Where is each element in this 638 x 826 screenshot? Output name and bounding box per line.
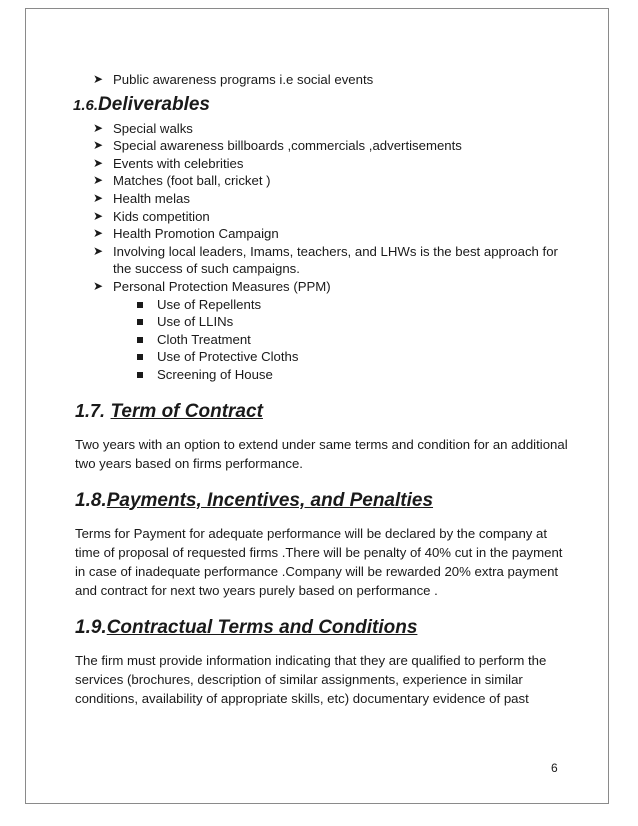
- arrow-bullet-icon: ➤: [93, 138, 104, 153]
- section-number: 1.8.: [75, 489, 107, 511]
- sub-list-item: [137, 331, 575, 349]
- sub-list-item-text: Cloth Treatment: [157, 331, 251, 347]
- list-item-text: Events with celebrities: [113, 155, 244, 171]
- list-item: [93, 225, 575, 243]
- document-body: [75, 71, 575, 708]
- sub-list-item: [137, 296, 575, 314]
- contractual-paragraph: The firm must provide information indicating that they are qualified to perform the services (brochures, description of similar assignments, experience in similar conditions, availability of appropriate skills, etc) documentary evidence of past: [75, 652, 547, 706]
- section-heading-term: [75, 400, 575, 423]
- list-item: [93, 190, 575, 208]
- square-bullet-icon: [137, 337, 143, 343]
- list-item: [93, 71, 575, 89]
- list-item-text: Special awareness billboards ,commercials ,advertisements: [113, 138, 462, 154]
- list-item-text: Kids competition: [113, 208, 210, 224]
- list-item: [93, 243, 575, 278]
- section-number: 1.7.: [75, 400, 106, 421]
- section-number: 1.9.: [75, 616, 107, 638]
- list-item-text: Matches (foot ball, cricket ): [113, 173, 271, 189]
- section-heading-contractual: [75, 616, 575, 639]
- arrow-bullet-icon: ➤: [93, 173, 104, 188]
- section-title: Deliverables: [98, 93, 210, 115]
- ppm-sub-list: [93, 296, 575, 384]
- payments-paragraph: Terms for Payment for adequate performance will be declared by the company at time of proposal of requested firms .There will be penalty of 40% cut in the payment in case of inadequate performance .Company will be rewarded 20% extra payment and contract for next two years purely based on performance .: [75, 525, 563, 598]
- list-item: [93, 278, 575, 384]
- square-bullet-icon: [137, 354, 143, 360]
- arrow-bullet-icon: ➤: [93, 243, 104, 258]
- square-bullet-icon: [137, 372, 143, 378]
- sub-list-item-text: Screening of House: [157, 366, 273, 382]
- list-item: [93, 155, 575, 173]
- arrow-bullet-icon: ➤: [93, 208, 104, 223]
- term-paragraph: Two years with an option to extend under same terms and condition for an additional two years based on firms performance.: [75, 436, 568, 471]
- sub-list-item-text: Use of LLINs: [157, 314, 234, 330]
- section-title: Payments, Incentives, and Penalties: [106, 489, 434, 511]
- page-number: 6: [551, 761, 558, 775]
- list-item-text: Personal Protection Measures (PPM): [113, 278, 331, 294]
- square-bullet-icon: [137, 319, 143, 325]
- arrow-bullet-icon: ➤: [93, 226, 104, 241]
- sub-list-item-text: Use of Protective Cloths: [157, 349, 299, 365]
- arrow-bullet-icon: ➤: [93, 190, 104, 205]
- arrow-bullet-icon: ➤: [93, 72, 104, 86]
- list-item: [93, 172, 575, 190]
- section-heading-deliverables: [73, 93, 575, 116]
- section-title: Term of Contract: [110, 400, 263, 422]
- list-item-text: Public awareness programs i.e social events: [113, 72, 374, 87]
- section-number: 1.6.: [73, 96, 99, 114]
- section-heading-payments: [75, 489, 575, 512]
- sub-list-item: [137, 313, 575, 331]
- list-item: [93, 120, 575, 138]
- section-title: Contractual Terms and Conditions: [106, 616, 418, 638]
- arrow-bullet-icon: ➤: [93, 155, 104, 170]
- arrow-bullet-icon: ➤: [93, 120, 104, 135]
- list-item-text: Involving local leaders, Imams, teachers, and LHWs is the best approach for the success of such campaigns.: [113, 243, 558, 277]
- list-item-text: Special walks: [113, 120, 193, 136]
- top-list: [75, 71, 575, 89]
- sub-list-item-text: Use of Repellents: [157, 296, 262, 312]
- square-bullet-icon: [137, 302, 143, 308]
- list-item: [93, 208, 575, 226]
- list-item-text: Health melas: [113, 190, 190, 206]
- list-item: [93, 137, 575, 155]
- sub-list-item: [137, 366, 575, 384]
- deliverables-list: [75, 120, 575, 384]
- sub-list-item: [137, 348, 575, 366]
- arrow-bullet-icon: ➤: [93, 278, 104, 293]
- list-item-text: Health Promotion Campaign: [113, 226, 279, 242]
